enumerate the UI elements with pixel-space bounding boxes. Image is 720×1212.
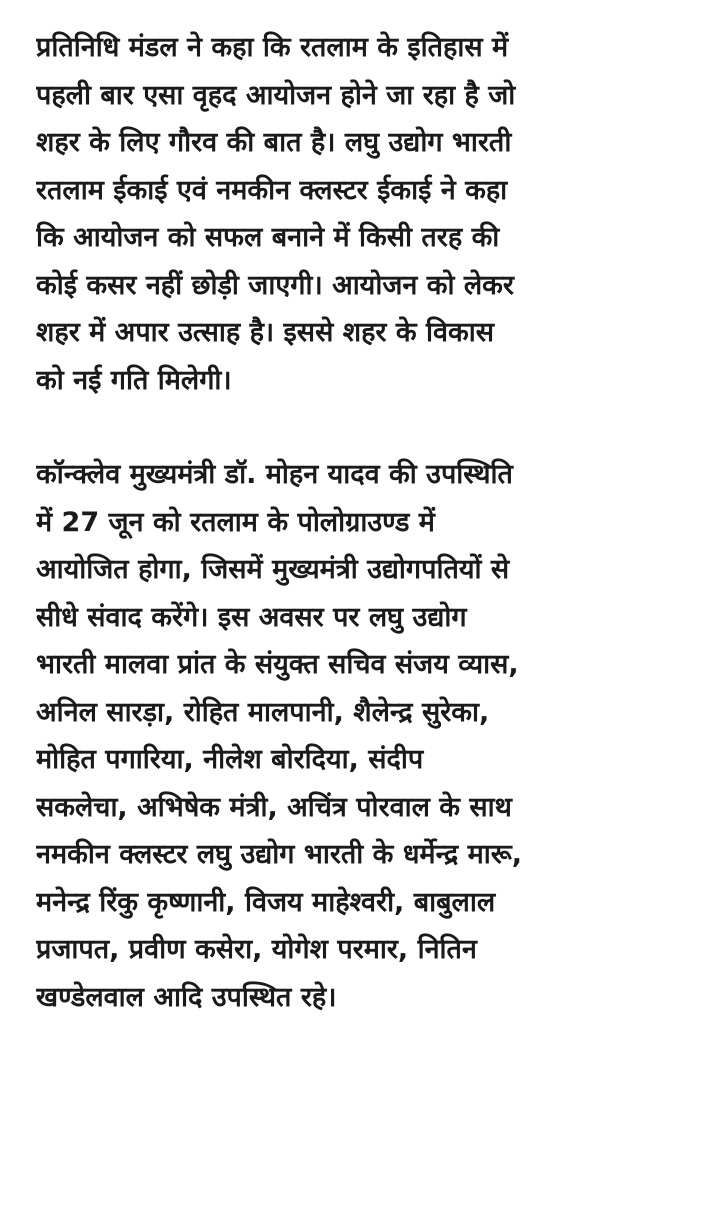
paragraph-line: को नई गति मिलेगी। xyxy=(36,364,232,396)
paragraph-line: आयोजित होगा, जिसमें मुख्यमंत्री उद्योगपतियों से xyxy=(36,554,510,585)
paragraph-line: कॉन्क्लेव मुख्यमंत्री डॉ. मोहन यादव की उपस्थिति xyxy=(36,459,513,490)
paragraph-line: शहर में अपार उत्साह है। इससे शहर के विकास xyxy=(36,317,494,348)
paragraph-line: कोई कसर नहीं छोड़ी जाएगी। आयोजन को लेकर xyxy=(36,269,514,301)
paragraph-line: खण्डेलवाल आदि उपस्थित रहे। xyxy=(36,981,337,1013)
paragraph-line: रतलाम ईकाई एवं नमकीन क्लस्टर ईकाई ने कहा xyxy=(36,174,508,206)
paragraph-line: पहली बार एसा वृहद आयोजन होने जा रहा है जो xyxy=(36,79,516,111)
paragraph-line: में 27 जून को रतलाम के पोलोग्राउण्ड में xyxy=(36,506,435,538)
paragraph-line: अनिल सारड़ा, रोहित मालपानी, शैलेन्द्र सुरेका, xyxy=(36,696,490,728)
paragraph-line: नमकीन क्लस्टर लघु उद्योग भारती के धर्मेन्द्र मारू, xyxy=(36,839,523,870)
article-body xyxy=(36,24,696,1021)
paragraph-line: सकलेचा, अभिषेक मंत्री, अचिंत्र पोरवाल के साथ xyxy=(36,791,512,823)
paragraph-line: सीधे संवाद करेंगे। इस अवसर पर लघु उद्योग xyxy=(36,601,467,633)
paragraph-line: प्रजापत, प्रवीण कसेरा, योगेश परमार, नितिन xyxy=(36,934,477,965)
paragraph-line: कि आयोजन को सफल बनाने में किसी तरह की xyxy=(36,222,500,253)
paragraph-line: प्रतिनिधि मंडल ने कहा कि रतलाम के इतिहास में xyxy=(36,32,509,63)
paragraph-2 xyxy=(36,451,696,1021)
paragraph-line: मोहित पगारिया, नीलेश बोरदिया, संदीप xyxy=(36,744,424,775)
paragraph-line: शहर के लिए गौरव की बात है। लघु उद्योग भारती xyxy=(36,127,512,158)
paragraph-1 xyxy=(36,24,696,404)
paragraph-line: मनेन्द्र रिंकु कृष्णानी, विजय माहेश्वरी, बाबुलाल xyxy=(36,886,496,918)
paragraph-line: भारती मालवा प्रांत के संयुक्त सचिव संजय व्यास, xyxy=(36,649,519,680)
